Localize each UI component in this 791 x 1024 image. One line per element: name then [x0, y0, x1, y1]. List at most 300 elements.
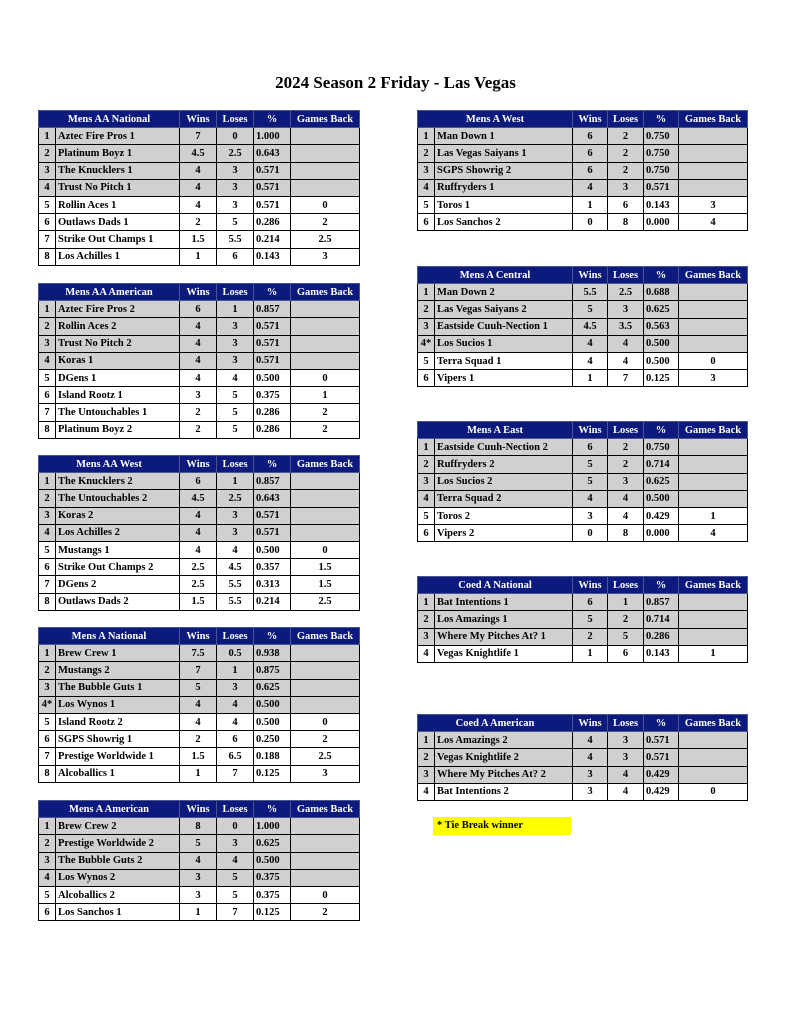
table-row	[39, 301, 360, 318]
wins-header: Wins	[180, 111, 217, 128]
games-back-header: Games Back	[679, 715, 748, 732]
games-back-cell: 1	[291, 387, 360, 404]
loses-cell: 2.5	[608, 284, 644, 301]
rank-cell: 1	[39, 301, 56, 318]
loses-cell: 6	[217, 731, 254, 748]
wins-cell: 8	[180, 818, 217, 835]
games-back-cell: 2	[291, 731, 360, 748]
pct-cell: 0.571	[644, 732, 679, 749]
rank-cell: 6	[39, 559, 56, 576]
table-row	[39, 145, 360, 162]
team-cell: Outlaws Dads 1	[56, 214, 180, 231]
wins-cell: 5	[573, 301, 608, 318]
loses-cell: 7	[217, 765, 254, 782]
games-back-cell: 0	[291, 196, 360, 213]
games-back-cell	[679, 335, 748, 352]
games-back-cell	[679, 439, 748, 456]
pct-cell: 0.571	[254, 318, 291, 335]
rank-cell: 8	[39, 593, 56, 610]
loses-cell: 7	[608, 370, 644, 387]
pct-header: %	[254, 284, 291, 301]
team-cell: Eastside Cuuh-Nection 2	[435, 439, 573, 456]
games-back-cell	[679, 473, 748, 490]
wins-header: Wins	[573, 577, 608, 594]
team-cell: Outlaws Dads 2	[56, 593, 180, 610]
standings-table-coed-a-national	[417, 576, 748, 663]
table-header-row	[39, 111, 360, 128]
games-back-cell: 2	[291, 904, 360, 921]
pct-cell: 0.500	[254, 713, 291, 730]
rank-cell: 6	[418, 525, 435, 542]
games-back-header: Games Back	[291, 111, 360, 128]
pct-header: %	[644, 422, 679, 439]
team-cell: Terra Squad 1	[435, 352, 573, 369]
pct-cell: 0.286	[254, 214, 291, 231]
pct-cell: 0.571	[254, 352, 291, 369]
loses-cell: 0	[217, 128, 254, 145]
table-row	[39, 490, 360, 507]
games-back-cell	[291, 524, 360, 541]
table-row	[39, 904, 360, 921]
loses-cell: 1	[608, 594, 644, 611]
loses-cell: 4	[608, 783, 644, 800]
table-row	[418, 318, 748, 335]
loses-cell: 2	[608, 145, 644, 162]
table-header-row	[39, 628, 360, 645]
pct-cell: 0.125	[254, 765, 291, 782]
team-cell: DGens 1	[56, 369, 180, 386]
games-back-header: Games Back	[679, 577, 748, 594]
team-cell: Island Rootz 1	[56, 387, 180, 404]
wins-cell: 5	[573, 456, 608, 473]
wins-cell: 6	[573, 594, 608, 611]
wins-header: Wins	[180, 628, 217, 645]
loses-cell: 3	[217, 318, 254, 335]
team-cell: Los Achilles 1	[56, 248, 180, 265]
games-back-header: Games Back	[291, 284, 360, 301]
pct-cell: 0.125	[644, 370, 679, 387]
loses-cell: 5	[217, 387, 254, 404]
rank-cell: 5	[39, 541, 56, 558]
loses-cell: 4	[217, 696, 254, 713]
wins-cell: 1.5	[180, 748, 217, 765]
rank-cell: 7	[39, 231, 56, 248]
games-back-cell: 0	[291, 886, 360, 903]
team-cell: Koras 1	[56, 352, 180, 369]
pct-cell: 0.750	[644, 128, 679, 145]
pct-cell: 0.643	[254, 490, 291, 507]
pct-cell: 0.000	[644, 525, 679, 542]
pct-cell: 0.214	[254, 231, 291, 248]
table-row	[39, 679, 360, 696]
rank-cell: 2	[418, 749, 435, 766]
loses-cell: 4	[608, 507, 644, 524]
loses-cell: 0	[217, 818, 254, 835]
games-back-cell: 1	[679, 645, 748, 662]
table-row	[418, 145, 748, 162]
table-row	[39, 818, 360, 835]
team-cell: Platinum Boyz 1	[56, 145, 180, 162]
table-row	[39, 593, 360, 610]
table-row	[418, 301, 748, 318]
team-cell: Los Achilles 2	[56, 524, 180, 541]
rank-cell: 6	[39, 904, 56, 921]
pct-cell: 0.429	[644, 766, 679, 783]
rank-cell: 3	[418, 766, 435, 783]
rank-cell: 4	[418, 645, 435, 662]
team-cell: Island Rootz 2	[56, 713, 180, 730]
table-row	[418, 214, 748, 231]
games-back-cell	[291, 490, 360, 507]
pct-cell: 0.571	[254, 524, 291, 541]
games-back-cell: 2.5	[291, 593, 360, 610]
wins-cell: 4	[180, 318, 217, 335]
loses-header: Loses	[608, 715, 644, 732]
rank-cell: 8	[39, 421, 56, 438]
division-title: Mens A Central	[418, 267, 573, 284]
wins-cell: 5	[573, 473, 608, 490]
games-back-cell: 3	[679, 196, 748, 213]
loses-cell: 6.5	[217, 748, 254, 765]
division-title: Mens AA National	[39, 111, 180, 128]
games-back-cell: 2	[291, 214, 360, 231]
table-row	[39, 369, 360, 386]
wins-cell: 4	[180, 541, 217, 558]
team-cell: Los Sanchos 2	[435, 214, 573, 231]
pct-cell: 0.750	[644, 145, 679, 162]
rank-cell: 6	[39, 214, 56, 231]
table-row	[418, 766, 748, 783]
standings-table-coed-a-american	[417, 714, 748, 801]
standings-table-mens-aa-west	[38, 455, 360, 611]
division-title: Mens A West	[418, 111, 573, 128]
table-row	[39, 196, 360, 213]
games-back-cell	[679, 490, 748, 507]
rank-cell: 3	[39, 507, 56, 524]
pct-cell: 0.571	[254, 179, 291, 196]
wins-cell: 4	[180, 335, 217, 352]
loses-cell: 3	[608, 301, 644, 318]
table-row	[39, 696, 360, 713]
pct-cell: 0.625	[644, 301, 679, 318]
loses-cell: 4	[608, 490, 644, 507]
loses-cell: 5	[608, 628, 644, 645]
games-back-cell: 3	[291, 765, 360, 782]
games-back-header: Games Back	[679, 267, 748, 284]
table-row	[39, 886, 360, 903]
games-back-cell	[291, 679, 360, 696]
pct-cell: 0.857	[254, 301, 291, 318]
wins-cell: 4	[573, 749, 608, 766]
loses-cell: 2.5	[217, 145, 254, 162]
games-back-cell: 2.5	[291, 231, 360, 248]
team-cell: Toros 2	[435, 507, 573, 524]
table-row	[39, 748, 360, 765]
wins-header: Wins	[573, 422, 608, 439]
wins-cell: 1	[180, 904, 217, 921]
games-back-cell: 0	[291, 541, 360, 558]
team-cell: SGPS Showrig 1	[56, 731, 180, 748]
rank-cell: 6	[418, 214, 435, 231]
games-back-cell	[291, 179, 360, 196]
rank-cell: 5	[39, 196, 56, 213]
table-row	[39, 231, 360, 248]
table-row	[39, 128, 360, 145]
table-row	[39, 765, 360, 782]
games-back-cell	[679, 766, 748, 783]
pct-cell: 0.500	[644, 352, 679, 369]
standings-table-mens-a-national	[38, 627, 360, 783]
pct-cell: 0.286	[254, 404, 291, 421]
rank-cell: 6	[39, 387, 56, 404]
wins-cell: 4	[180, 162, 217, 179]
rank-cell: 2	[39, 490, 56, 507]
rank-cell: 2	[418, 145, 435, 162]
games-back-cell	[291, 128, 360, 145]
team-cell: Prestige Worldwide 2	[56, 835, 180, 852]
games-back-cell: 2	[291, 404, 360, 421]
rank-cell: 1	[39, 818, 56, 835]
games-back-cell	[679, 611, 748, 628]
division-title: Mens A National	[39, 628, 180, 645]
loses-cell: 3.5	[608, 318, 644, 335]
wins-cell: 1	[573, 645, 608, 662]
table-row	[39, 541, 360, 558]
table-row	[418, 783, 748, 800]
table-row	[418, 179, 748, 196]
wins-cell: 4	[573, 335, 608, 352]
pct-cell: 0.500	[254, 852, 291, 869]
table-row	[418, 628, 748, 645]
games-back-cell: 0	[679, 352, 748, 369]
pct-cell: 0.625	[254, 835, 291, 852]
loses-cell: 3	[217, 507, 254, 524]
wins-cell: 2	[180, 404, 217, 421]
table-row	[418, 128, 748, 145]
wins-cell: 7	[180, 128, 217, 145]
rank-cell: 1	[418, 732, 435, 749]
games-back-cell	[291, 852, 360, 869]
loses-cell: 1	[217, 473, 254, 490]
table-row	[39, 473, 360, 490]
wins-cell: 4	[573, 732, 608, 749]
games-back-cell: 3	[679, 370, 748, 387]
team-cell: Brew Crew 1	[56, 645, 180, 662]
wins-cell: 6	[573, 128, 608, 145]
wins-cell: 4	[573, 352, 608, 369]
pct-cell: 0.214	[254, 593, 291, 610]
division-title: Coed A American	[418, 715, 573, 732]
wins-header: Wins	[180, 284, 217, 301]
rank-cell: 6	[39, 731, 56, 748]
pct-cell: 0.313	[254, 576, 291, 593]
table-row	[418, 370, 748, 387]
rank-cell: 5	[39, 886, 56, 903]
loses-cell: 5	[217, 214, 254, 231]
table-row	[418, 439, 748, 456]
loses-cell: 2.5	[217, 490, 254, 507]
division-title: Coed A National	[418, 577, 573, 594]
rank-cell: 3	[418, 628, 435, 645]
pct-cell: 0.688	[644, 284, 679, 301]
table-row	[418, 456, 748, 473]
table-header-row	[418, 267, 748, 284]
wins-cell: 4	[180, 696, 217, 713]
loses-cell: 2	[608, 439, 644, 456]
games-back-cell: 1.5	[291, 576, 360, 593]
table-header-row	[418, 422, 748, 439]
rank-cell: 1	[418, 284, 435, 301]
loses-cell: 4	[217, 852, 254, 869]
table-header-row	[39, 456, 360, 473]
loses-header: Loses	[217, 284, 254, 301]
table-row	[418, 611, 748, 628]
games-back-cell	[679, 145, 748, 162]
wins-cell: 3	[573, 783, 608, 800]
rank-cell: 1	[418, 128, 435, 145]
team-cell: Trust No Pitch 2	[56, 335, 180, 352]
pct-cell: 0.571	[644, 749, 679, 766]
wins-cell: 1.5	[180, 593, 217, 610]
loses-cell: 3	[608, 749, 644, 766]
loses-cell: 4	[217, 713, 254, 730]
rank-cell: 1	[418, 594, 435, 611]
team-cell: SGPS Showrig 2	[435, 162, 573, 179]
loses-cell: 3	[217, 352, 254, 369]
games-back-cell	[291, 645, 360, 662]
loses-cell: 8	[608, 214, 644, 231]
rank-cell: 4	[39, 869, 56, 886]
team-cell: Platinum Boyz 2	[56, 421, 180, 438]
loses-cell: 3	[217, 335, 254, 352]
table-row	[39, 852, 360, 869]
wins-cell: 2	[573, 628, 608, 645]
rank-cell: 5	[39, 369, 56, 386]
games-back-cell: 4	[679, 214, 748, 231]
pct-cell: 0.857	[254, 473, 291, 490]
games-back-cell	[291, 352, 360, 369]
pct-cell: 0.500	[644, 335, 679, 352]
team-cell: Ruffryders 2	[435, 456, 573, 473]
wins-cell: 6	[573, 162, 608, 179]
team-cell: Man Down 1	[435, 128, 573, 145]
table-row	[39, 318, 360, 335]
loses-cell: 4	[608, 352, 644, 369]
team-cell: Aztec Fire Pros 2	[56, 301, 180, 318]
loses-cell: 3	[608, 732, 644, 749]
rank-cell: 8	[39, 248, 56, 265]
loses-cell: 5	[217, 421, 254, 438]
games-back-cell	[679, 128, 748, 145]
loses-header: Loses	[217, 111, 254, 128]
team-cell: Vipers 2	[435, 525, 573, 542]
team-cell: Las Vegas Saiyans 2	[435, 301, 573, 318]
standings-table-mens-aa-national	[38, 110, 360, 266]
wins-cell: 2	[180, 731, 217, 748]
games-back-cell	[291, 162, 360, 179]
games-back-cell	[679, 284, 748, 301]
pct-cell: 0.143	[644, 645, 679, 662]
table-row	[39, 524, 360, 541]
rank-cell: 4*	[418, 335, 435, 352]
team-cell: The Bubble Guts 1	[56, 679, 180, 696]
pct-cell: 0.625	[644, 473, 679, 490]
loses-cell: 3	[217, 679, 254, 696]
rank-cell: 3	[39, 162, 56, 179]
loses-cell: 6	[217, 248, 254, 265]
loses-cell: 4.5	[217, 559, 254, 576]
wins-cell: 5	[180, 835, 217, 852]
games-back-cell: 4	[679, 525, 748, 542]
rank-cell: 4	[39, 179, 56, 196]
rank-cell: 2	[39, 318, 56, 335]
rank-cell: 7	[39, 576, 56, 593]
standings-table-mens-a-central	[417, 266, 748, 387]
wins-cell: 4.5	[573, 318, 608, 335]
team-cell: Prestige Worldwide 1	[56, 748, 180, 765]
wins-cell: 5	[180, 679, 217, 696]
pct-cell: 0.500	[254, 541, 291, 558]
team-cell: Vipers 1	[435, 370, 573, 387]
table-row	[39, 179, 360, 196]
wins-header: Wins	[573, 267, 608, 284]
team-cell: The Knucklers 2	[56, 473, 180, 490]
wins-cell: 3	[180, 886, 217, 903]
table-row	[39, 214, 360, 231]
wins-cell: 1.5	[180, 231, 217, 248]
pct-cell: 0.143	[644, 196, 679, 213]
table-row	[418, 352, 748, 369]
table-header-row	[39, 284, 360, 301]
loses-cell: 5	[217, 869, 254, 886]
games-back-cell	[291, 869, 360, 886]
wins-cell: 1	[180, 765, 217, 782]
games-back-header: Games Back	[291, 801, 360, 818]
rank-cell: 2	[39, 835, 56, 852]
pct-header: %	[254, 456, 291, 473]
team-cell: The Knucklers 1	[56, 162, 180, 179]
pct-cell: 0.357	[254, 559, 291, 576]
table-row	[39, 404, 360, 421]
pct-header: %	[644, 111, 679, 128]
rank-cell: 5	[418, 507, 435, 524]
wins-cell: 4	[180, 524, 217, 541]
games-back-cell	[291, 301, 360, 318]
wins-cell: 4	[180, 196, 217, 213]
loses-cell: 8	[608, 525, 644, 542]
wins-cell: 0	[573, 214, 608, 231]
pct-cell: 0.563	[644, 318, 679, 335]
games-back-cell	[291, 662, 360, 679]
team-cell: DGens 2	[56, 576, 180, 593]
wins-cell: 4.5	[180, 490, 217, 507]
games-back-cell	[291, 507, 360, 524]
wins-cell: 5.5	[573, 284, 608, 301]
loses-header: Loses	[608, 577, 644, 594]
games-back-header: Games Back	[291, 456, 360, 473]
pct-cell: 0.571	[254, 335, 291, 352]
games-back-cell	[679, 594, 748, 611]
rank-cell: 4	[418, 783, 435, 800]
team-cell: Terra Squad 2	[435, 490, 573, 507]
team-cell: Los Amazings 1	[435, 611, 573, 628]
team-cell: Mustangs 1	[56, 541, 180, 558]
table-row	[418, 284, 748, 301]
loses-cell: 3	[608, 179, 644, 196]
team-cell: Toros 1	[435, 196, 573, 213]
team-cell: Strike Out Champs 1	[56, 231, 180, 248]
pct-cell: 0.571	[254, 507, 291, 524]
